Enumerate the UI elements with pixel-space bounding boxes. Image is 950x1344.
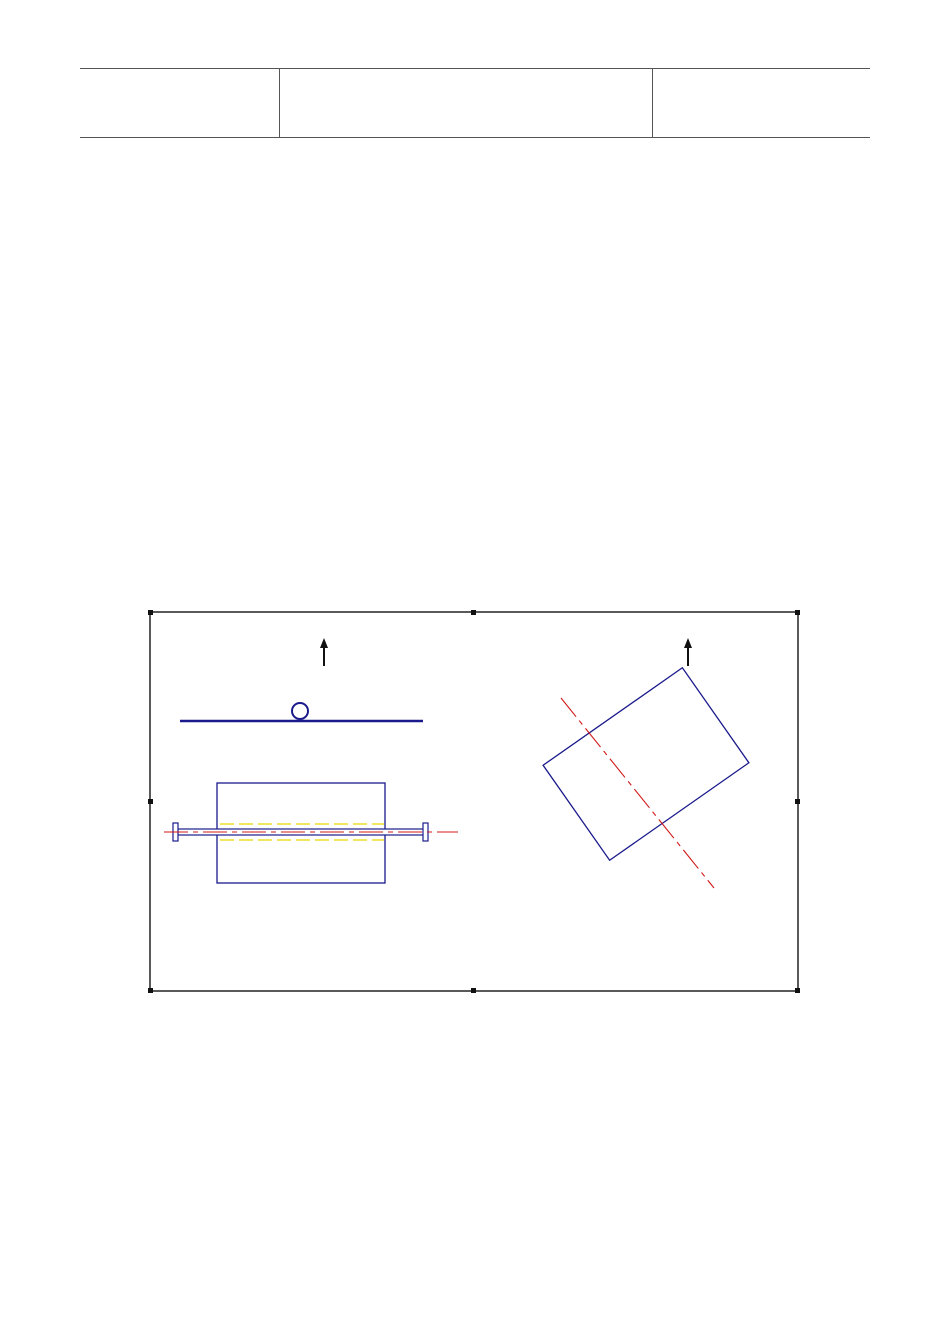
header-page-number <box>653 69 870 137</box>
page-header <box>80 68 870 138</box>
lifting-ring <box>292 703 308 719</box>
lifting-diagram <box>148 610 800 993</box>
up-arrow-icon <box>320 638 328 648</box>
header-meta <box>80 69 280 137</box>
header-motto <box>280 69 653 137</box>
recommended-lifting-drawing <box>164 638 458 883</box>
lifting-diagram-svg <box>148 610 800 993</box>
forbidden-lifting-drawing <box>543 638 749 888</box>
tilted-belt-coil <box>543 668 749 861</box>
up-arrow-icon-right <box>684 638 692 648</box>
